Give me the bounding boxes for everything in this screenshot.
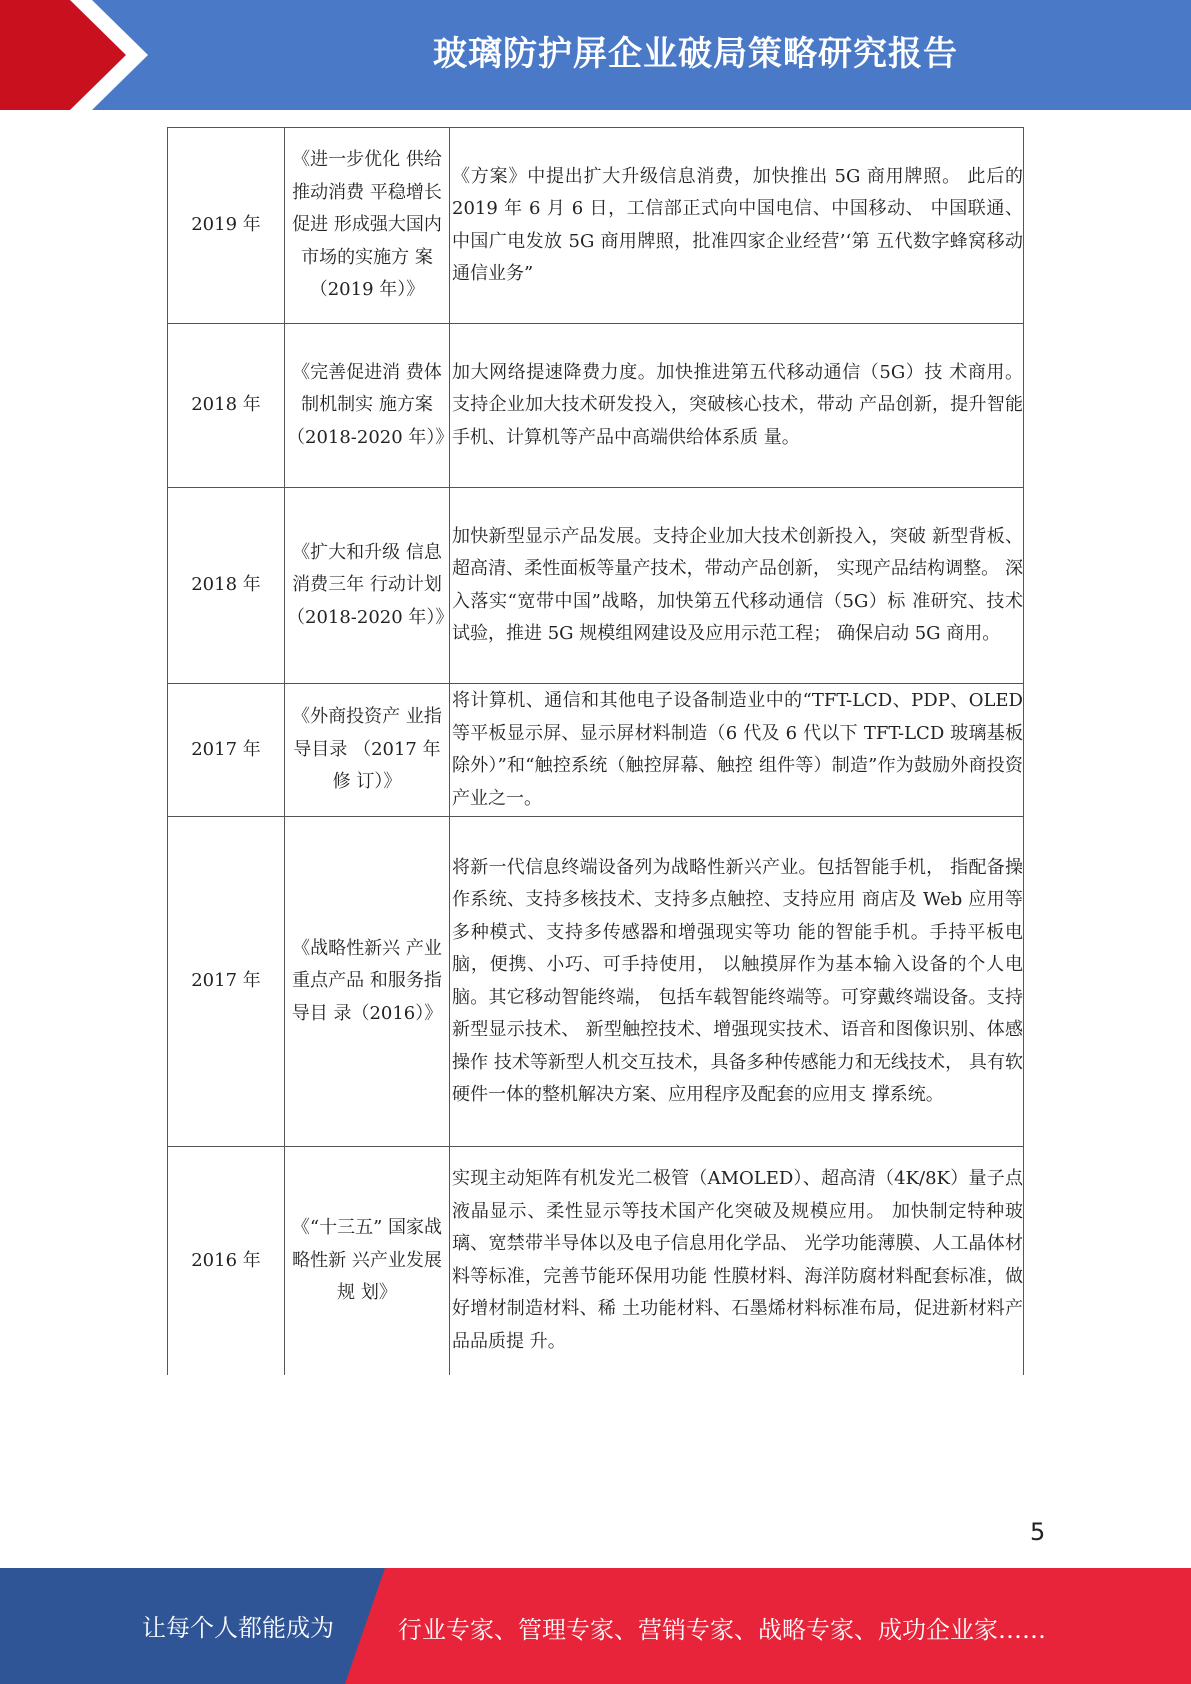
year-cell: 2017 年 <box>168 684 285 817</box>
content-cell: 将新一代信息终端设备列为战略性新兴产业。包括智能手机， 指配备操作系统、支持多核技术、支持多点触控、支持应用 商店及 Web 应用等多种模式、支持多传感器和增强现实等功 能的智能手机。手持平板电脑，便携、小巧、可手持使用， 以触摸屏作为基本输入设备的个人电脑。其它移动智能终端， 包括车载智能终端等。可穿戴终端设备。支持新型显示技术、 新型触控技术、增强现实技术、语音和图像识别、体感操作 技术等新型人机交互技术，具备多种传感能力和无线技术， 具有软硬件一体的整机解决方案、应用程序及配套的应用支 撑系统。 <box>450 817 1024 1147</box>
document-cell: 《进一步优化 供给推动消费 平稳增长促进 形成强大国内 市场的实施方 案（2019 年）》 <box>285 128 450 324</box>
footer-slogan-right: 行业专家、管理专家、营销专家、战略专家、成功企业家…… <box>398 1616 1046 1644</box>
page-number: 5 <box>1030 1518 1046 1546</box>
policy-table <box>167 127 1024 1375</box>
content-cell: 加大网络提速降费力度。加快推进第五代移动通信（5G）技 术商用。支持企业加大技术研发投入，突破核心技术，带动 产品创新，提升智能手机、计算机等产品中高端供给体系质 量。 <box>450 324 1024 488</box>
report-title: 玻璃防护屏企业破局策略研究报告 <box>433 34 958 74</box>
content-cell: 《方案》中提出扩大升级信息消费，加快推出 5G 商用牌照。 此后的 2019 年 6 月 6 日，工信部正式向中国电信、中国移动、 中国联通、中国广电发放 5G 商用牌照，批准四家企业经营’‘第 五代数字蜂窝移动通信业务” <box>450 128 1024 324</box>
document-cell: 《“十三五” 国家战略性新 兴产业发展规 划》 <box>285 1147 450 1375</box>
year-cell: 2017 年 <box>168 817 285 1147</box>
year-cell: 2016 年 <box>168 1147 285 1375</box>
document-cell: 《外商投资产 业指导目录 （2017 年修 订）》 <box>285 684 450 817</box>
content-cell: 加快新型显示产品发展。支持企业加大技术创新投入，突破 新型背板、超高清、柔性面板等量产技术，带动产品创新， 实现产品结构调整。 深入落实“宽带中国”战略，加快第五代移动通信（5G）标 准研究、技术试验，推进 5G 规模组网建设及应用示范工程； 确保启动 5G 商用。 <box>450 488 1024 684</box>
footer-slogan-left: 让每个人都能成为 <box>142 1614 334 1642</box>
header-chevron-decoration <box>0 0 160 110</box>
content-cell: 实现主动矩阵有机发光二极管（AMOLED）、超高清（4K/8K）量子点液晶显示、柔性显示等技术国产化突破及规模应用。 加快制定特种玻璃、宽禁带半导体以及电子信息用化学品、 光学功能薄膜、人工晶体材料等标准，完善节能环保用功能 性膜材料、海洋防腐材料配套标准，做好增材制造材料、稀 土功能材料、石墨烯材料标准布局，促进新材料产品品质提 升。 <box>450 1147 1024 1375</box>
year-cell: 2018 年 <box>168 324 285 488</box>
content-cell: 将计算机、通信和其他电子设备制造业中的“TFT-LCD、PDP、OLED 等平板显示屏、显示屏材料制造（6 代及 6 代以下 TFT-LCD 玻璃基板除外）”和“触控系统（触控屏幕、触控 组件等）制造”作为鼓励外商投资产业之一。 <box>450 684 1024 817</box>
table-row <box>168 684 1024 817</box>
document-cell: 《扩大和升级 信息消费三年 行动计划 （2018-2020 年）》 <box>285 488 450 684</box>
table-row <box>168 488 1024 684</box>
page-footer <box>0 1568 1191 1684</box>
document-cell: 《完善促进消 费体制机制实 施方案 （2018-2020 年）》 <box>285 324 450 488</box>
table-row <box>168 1147 1024 1375</box>
year-cell: 2019 年 <box>168 128 285 324</box>
document-cell: 《战略性新兴 产业重点产品 和服务指导目 录（2016）》 <box>285 817 450 1147</box>
table-row <box>168 128 1024 324</box>
page-header <box>0 0 1191 110</box>
table-row <box>168 324 1024 488</box>
table-row <box>168 817 1024 1147</box>
year-cell: 2018 年 <box>168 488 285 684</box>
